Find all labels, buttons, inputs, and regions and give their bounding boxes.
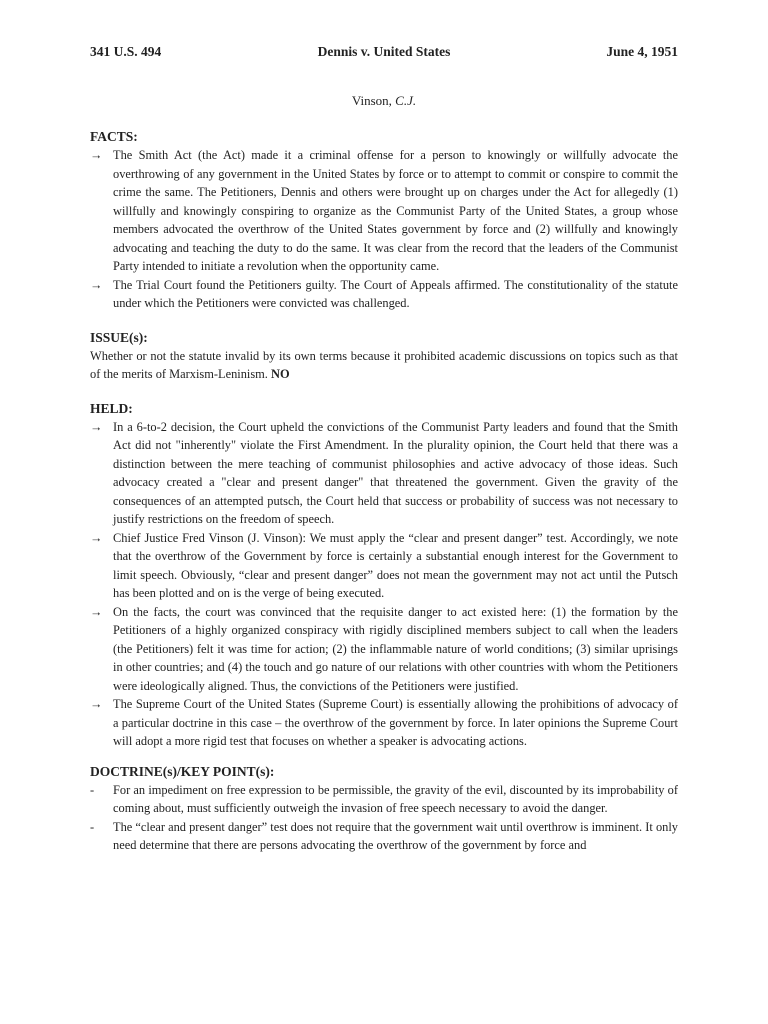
held-item-text: Chief Justice Fred Vinson (J. Vinson): We must apply the “clear and present danger” test. Accordingly, we note that the overthrow of the Government by force is certainly a substantial enough interest for the Government to limit speech. Obviously, “clear and present danger” does not mean the government may not act until the Putsch has been plotted and on is the verge of being executed.: [113, 530, 678, 600]
case-citation: 341 U.S. 494: [90, 44, 162, 59]
arrow-bullet-icon: →: [90, 604, 103, 619]
ponente-name: Vinson,: [351, 93, 392, 108]
issue-answer: NO: [271, 367, 290, 381]
decision-date: June 4, 1951: [606, 44, 678, 59]
issue-statement: [90, 347, 678, 384]
held-item-text: In a 6-to-2 decision, the Court upheld the convictions of the Communist Party leaders and found that the Smith Act did not "inherently" violate the First Amendment. In the plurality opinion, the Court held that there was a distinction between the mere teaching of communist philosophies and active advocacy of those ideas. Such advocacy created a "clear and present danger" that threatened the government. Given the gravity of the consequences of an attempted putsch, the Court held that success or probability of success was not necessary to justify restrictions on the freedom of speech.: [113, 419, 678, 526]
facts-item-text: The Trial Court found the Petitioners guilty. The Court of Appeals affirmed. The constitutionality of the statute under which the Petitioners were convicted was challenged.: [113, 277, 678, 310]
dash-bullet-icon: -: [90, 782, 95, 797]
doctrine-item: [90, 781, 678, 818]
held-item-text: On the facts, the court was convinced that the requisite danger to act existed here: (1) the formation by the Petitioners of a highly organized conspiracy with rigidly disciplined members subject to call when the leaders (the Petitioners) felt it was time for action; (2) the inflammable nature of world conditions; (3) similar uprisings in other countries; and (4) the touch and go nature of our relations with other countries with whom the Petitioners were ideologically aligned. Thus, the convictions of the Petitioners were justified.: [113, 604, 678, 693]
issue-text: Whether or not the statute invalid by its own terms because it prohibited academic discussions on topics such as that of the merits of Marxism-Leninism.: [90, 348, 678, 381]
arrow-bullet-icon: →: [90, 148, 103, 162]
case-name: Dennis v. United States: [317, 44, 451, 59]
ponente: [0, 93, 768, 109]
arrow-bullet-icon: →: [90, 277, 103, 292]
doctrine-item-text: The “clear and present danger” test does not require that the government wait until overthrow is imminent. It only need determine that there are persons advocating the overthrow of the government by force and: [113, 819, 678, 852]
arrow-bullet-icon: →: [90, 530, 103, 545]
doctrine-item-text: For an impediment on free expression to be permissible, the gravity of the evil, discounted by its improbability of coming about, must sufficiently outweigh the invasion of free speech necessary to avoid the danger.: [113, 782, 678, 815]
dash-bullet-icon: -: [90, 819, 95, 834]
arrow-bullet-icon: →: [90, 697, 103, 711]
digest-body: [90, 128, 678, 855]
facts-heading: FACTS:: [90, 129, 138, 144]
held-item: [90, 603, 678, 696]
arrow-bullet-icon: →: [90, 419, 103, 434]
held-item-text: The Supreme Court of the United States (Supreme Court) is essentially allowing the prohibitions of advocacy of a particular doctrine in this case – the overthrow of the government by force. In later opinions the Supreme Court will adopt a more rigid test that focuses on whether a speaker is advocating actions.: [113, 697, 678, 748]
held-item: [90, 529, 678, 603]
doctrine-heading: DOCTRINE(s)/KEY POINT(s):: [90, 763, 275, 779]
issue-heading: ISSUE(s):: [90, 329, 148, 345]
held-item: [90, 418, 678, 529]
held-item: [90, 695, 678, 751]
ponente-initials: C.J.: [395, 93, 417, 108]
page-header: [90, 44, 678, 64]
facts-item: [90, 146, 678, 276]
held-heading: HELD:: [90, 400, 133, 416]
facts-item-text: The Smith Act (the Act) made it a criminal offense for a person to knowingly or willfully advocate the overthrowing of any government in the United States by force or to attempt to commit or conspire to commit the crime the same. The Petitioners, Dennis and others were brought up on charges under the Act for allegedly (1) willfully and knowingly conspiring to organize as the Communist Party of the United States, a group whose members advocated the overthrow of the United States government by force and (2) willfully and knowingly advocating and teaching the duty to do the same. It was clear from the record that the leaders of the Communist Party intended to initiate a revolution when the opportunity came.: [113, 148, 678, 273]
doctrine-item: [90, 818, 678, 855]
facts-item: [90, 276, 678, 313]
